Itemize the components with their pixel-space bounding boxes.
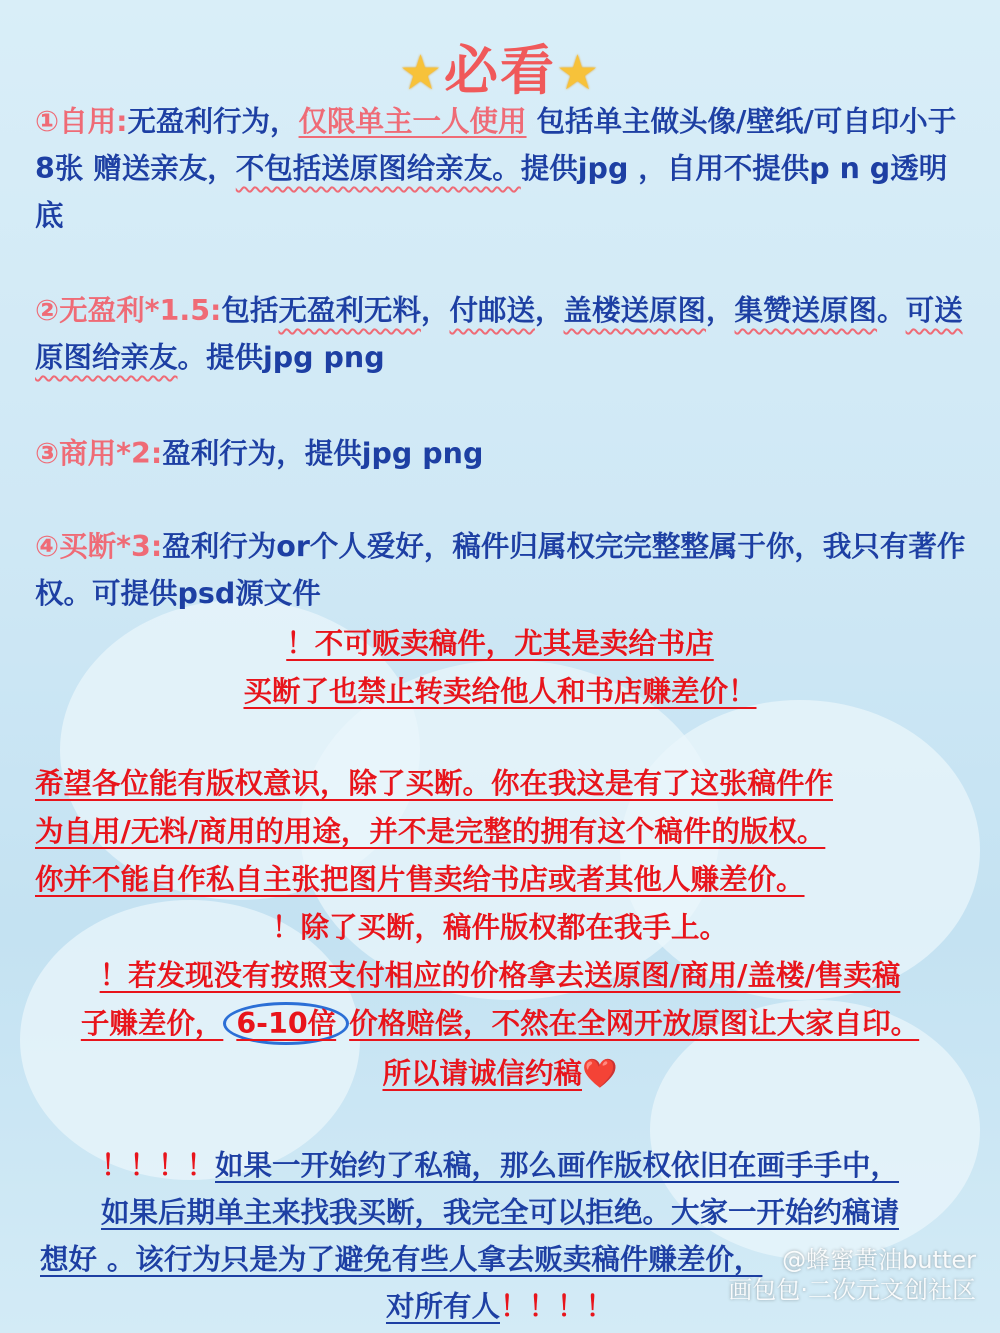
warning-text: ！不可贩卖稿件，尤其是卖给书店 — [286, 627, 714, 660]
copyright-line — [30, 952, 970, 1000]
section-label: ④买断*3: — [35, 530, 163, 563]
final-text: 如果一开始约了私稿，那么画作版权依旧在画手手中， — [215, 1149, 900, 1182]
star-icon: ★ — [556, 45, 602, 101]
star-icon: ★ — [398, 45, 444, 101]
title-text: 必看 — [444, 39, 556, 102]
section-commercial — [35, 430, 970, 477]
warning-text: 买断了也禁止转卖给他人和书店赚差价！ — [243, 675, 757, 708]
warning-line — [30, 620, 970, 668]
section-text: ， — [534, 294, 564, 327]
paragraph-text: 为自用/无料/商用的用途，并不是完整的拥有这个稿件的版权。 — [35, 815, 826, 848]
highlight-text: 付邮送 — [449, 294, 535, 327]
paragraph-text: ！若发现没有按照支付相应的价格拿去送原图/商用/盖楼/售卖稿 — [99, 959, 901, 992]
section-label: ②无盈利*1.5: — [35, 294, 222, 327]
section-text: 包括 — [221, 294, 279, 327]
highlight-text: 集赞送原图 — [734, 294, 878, 327]
highlight-text: 无盈利无料 — [278, 294, 421, 327]
final-line — [30, 1142, 970, 1190]
section-text: 。 — [877, 294, 906, 327]
section-text: 提供jpg ，自用不提供p n g透明底 — [35, 152, 948, 232]
final-text: 如果后期单主来找我买断，我完全可以拒绝。大家一开始约稿请 — [100, 1196, 899, 1229]
compensation-multiplier: 6-10倍 — [223, 1002, 349, 1045]
copyright-line — [30, 1000, 970, 1048]
section-text: 盈利行为，提供jpg png — [162, 437, 484, 470]
exclamation-marks: ！！！！ — [500, 1290, 615, 1323]
exclamation-marks: ！！！！ — [100, 1149, 215, 1182]
copyright-line — [30, 904, 970, 952]
section-text: 无盈利行为， — [127, 105, 299, 138]
section-label: ①自用: — [35, 105, 128, 138]
section-text: ， — [420, 294, 450, 327]
section-text: 包括单主做头像/壁纸/可自印小于8张 赠送亲友， — [35, 105, 957, 185]
section-nonprofit — [35, 287, 970, 381]
section-text: 盈利行为or个人爱好，稿件归属权完完整整属于你，我只有著作权。可提供psd源文件 — [35, 530, 966, 610]
page-title — [30, 28, 970, 105]
paragraph-text: ！除了买断，稿件版权都在我手上。 — [271, 911, 728, 944]
section-buyout — [35, 523, 970, 617]
highlight-text: 不包括送原图给亲友。 — [235, 152, 521, 185]
final-line — [30, 1189, 970, 1237]
paragraph-text: 价格赔偿，不然在全网开放原图让大家自印。 — [349, 1007, 920, 1040]
final-text: 想好 。该行为只是为了避免有些人拿去贩卖稿件赚差价， — [40, 1243, 763, 1276]
copyright-line — [35, 808, 970, 855]
copyright-line — [30, 1050, 970, 1098]
final-text: 对所有人 — [385, 1290, 500, 1323]
highlight-text: 仅限单主一人使用 — [298, 105, 527, 138]
warning-line — [30, 668, 970, 716]
paragraph-text: 你并不能自作私自主张把图片售卖给书店或者其他人赚差价。 — [35, 863, 805, 896]
paragraph-text: 所以请诚信约稿 — [382, 1057, 582, 1090]
section-text: 。提供jpg png — [177, 341, 385, 374]
highlight-text: 盖楼送原图 — [563, 294, 707, 327]
watermark-site: 画包包·二次元文创社区 — [728, 1276, 976, 1304]
watermark — [728, 1245, 976, 1305]
paragraph-text: 希望各位能有版权意识，除了买断。你在我这是有了这张稿件作 — [35, 767, 834, 800]
paragraph-text: 子赚差价， — [80, 1007, 224, 1040]
section-text: ， — [706, 294, 735, 327]
highlight-text: 可送原图给亲友 — [35, 294, 963, 374]
heart-icon: ❤️ — [582, 1057, 618, 1090]
copyright-line — [35, 856, 970, 903]
section-self-use — [35, 98, 970, 239]
section-label: ③商用*2: — [35, 437, 163, 470]
document — [30, 0, 970, 1333]
watermark-author: @蜂蜜黄油butter — [782, 1246, 976, 1274]
copyright-line — [35, 760, 970, 807]
